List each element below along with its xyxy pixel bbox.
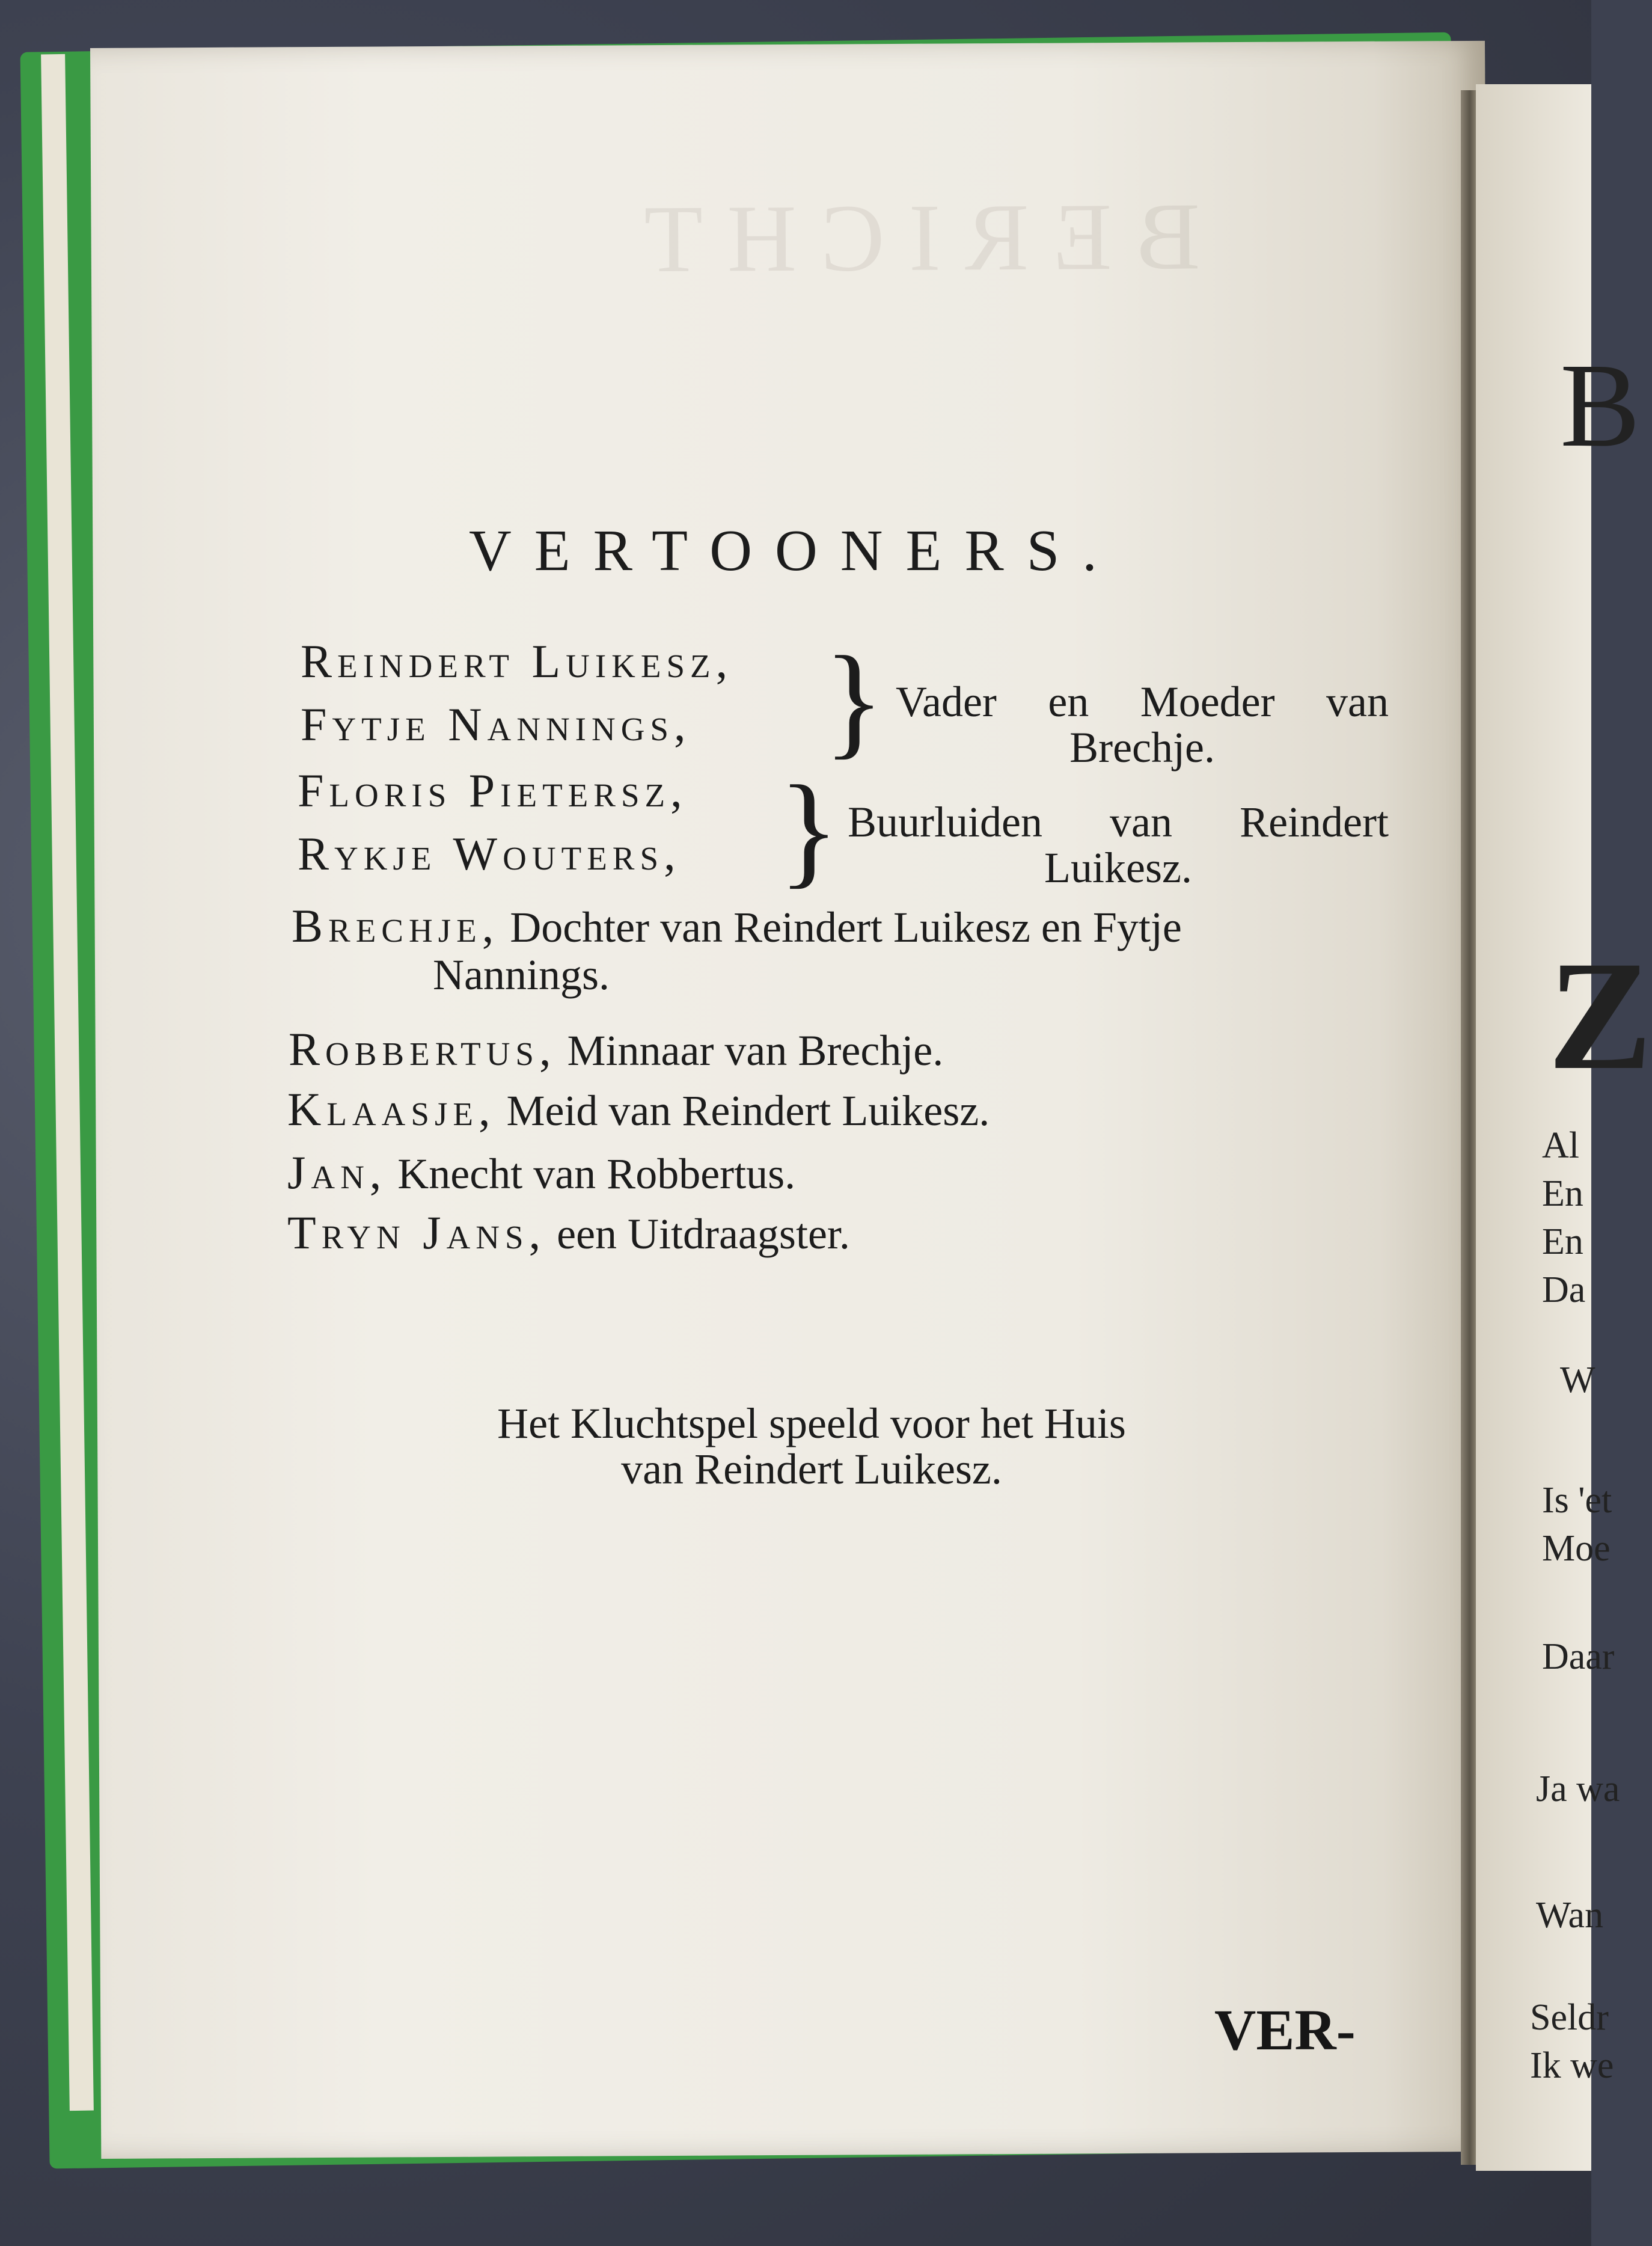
facing-line: Ja wa bbox=[1536, 1769, 1620, 1809]
description-word: Buurluiden bbox=[848, 798, 1042, 846]
facing-line: Is 'et bbox=[1542, 1480, 1612, 1521]
facing-drop-cap: Z bbox=[1548, 929, 1652, 1102]
character-name: Klaasje, bbox=[287, 1083, 496, 1135]
character-name: Fytje Nannings, bbox=[301, 698, 691, 750]
role-entry bbox=[289, 1022, 943, 1076]
description-line: Brechje. bbox=[1069, 723, 1215, 772]
character-description: een Uitdraagster. bbox=[557, 1210, 850, 1258]
facing-line: Moe bbox=[1542, 1528, 1611, 1569]
description-word: van bbox=[1110, 798, 1172, 846]
group-description bbox=[896, 680, 1389, 770]
description-word: Reindert bbox=[1240, 798, 1389, 846]
facing-line: Seldr bbox=[1530, 1997, 1609, 2038]
character-name: Floris Pietersz, bbox=[298, 764, 688, 817]
character-description: Minnaar van Brechje. bbox=[567, 1026, 944, 1075]
facing-line: W bbox=[1560, 1360, 1595, 1401]
show-through-text: BERICHT bbox=[620, 182, 1201, 293]
page-heading: VERTOONERS. bbox=[469, 518, 1120, 583]
character-description: Meid van Reindert Luikesz. bbox=[506, 1087, 990, 1135]
description-word: en bbox=[1048, 678, 1089, 726]
character-name: Tryn Jans, bbox=[287, 1206, 546, 1259]
role-entry bbox=[292, 899, 1182, 953]
role-continuation: Nannings. bbox=[433, 951, 610, 999]
description-word: van bbox=[1326, 678, 1389, 726]
role-entry bbox=[287, 1082, 990, 1137]
facing-top-letter: B bbox=[1560, 339, 1641, 472]
setting-line: van Reindert Luikesz. bbox=[621, 1444, 1002, 1493]
catchword: VER- bbox=[1214, 1998, 1356, 2062]
facing-line: Ik we bbox=[1530, 2045, 1614, 2086]
character-name: Reindert Luikesz, bbox=[301, 635, 733, 687]
facing-page bbox=[1476, 84, 1652, 2171]
character-name: Rykje Wouters, bbox=[298, 827, 681, 880]
brace-symbol: } bbox=[824, 631, 884, 770]
facing-line: Wan bbox=[1536, 1895, 1604, 1936]
facing-line: Al bbox=[1542, 1125, 1579, 1166]
scene-setting bbox=[421, 1401, 1202, 1492]
character-description: Knecht van Robbertus. bbox=[397, 1150, 796, 1198]
setting-line: Het Kluchtspel speeld voor het Huis bbox=[497, 1399, 1126, 1447]
character-name: Jan, bbox=[287, 1146, 387, 1198]
description-word: Moeder bbox=[1140, 678, 1275, 726]
role-entry bbox=[287, 1206, 850, 1260]
character-description: Dochter van Reindert Luikesz en Fytje bbox=[510, 903, 1182, 951]
role-entry bbox=[287, 1146, 795, 1200]
description-word: Vader bbox=[896, 678, 997, 726]
brace-symbol: } bbox=[779, 760, 839, 900]
facing-line: En bbox=[1542, 1221, 1583, 1262]
facing-line: Daar bbox=[1542, 1636, 1615, 1677]
facing-line: En bbox=[1542, 1173, 1583, 1214]
character-name: Brechje, bbox=[292, 900, 500, 952]
character-name: Robbertus, bbox=[289, 1023, 557, 1075]
group-description bbox=[848, 800, 1389, 891]
facing-line: Da bbox=[1542, 1269, 1586, 1310]
description-line: Luikesz. bbox=[1044, 843, 1192, 892]
